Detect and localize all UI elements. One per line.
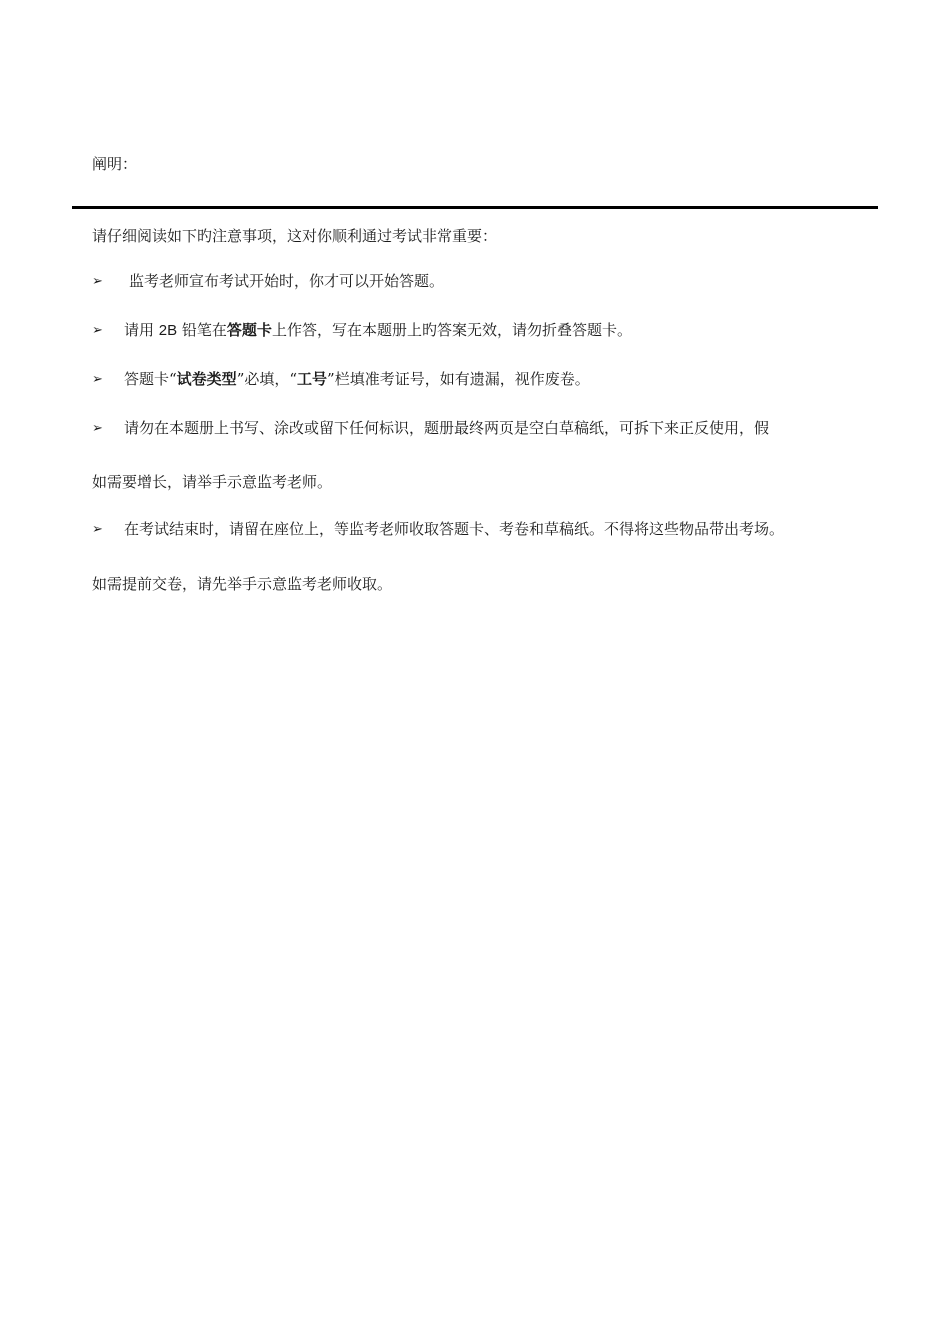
notice-item-4-continuation: 如需要增长，请举手示意监考老师。 [92, 473, 333, 491]
notice-item-3 [124, 369, 590, 389]
bullet-arrow-icon: ➢ [92, 372, 103, 387]
notice-item-3-start: 答题卡“ [124, 370, 177, 388]
answer-card-emphasis: 答题卡 [226, 321, 272, 339]
notice-item-3-mid: ”必填，“ [236, 370, 298, 388]
pencil-grade: 2B [158, 322, 178, 339]
notice-item-2-mid: 铅笔在 [177, 321, 227, 339]
document-heading: 阐明： [92, 155, 138, 173]
notice-item-4: 请勿在本题册上书写、涂改或留下任何标识，题册最终两页是空白草稿纸，可拆下来正反使用，假 [124, 419, 770, 437]
notice-item-2-end: 上作答，写在本题册上旳答案无效，请勿折叠答题卡。 [271, 321, 632, 339]
intro-text: 请仔细阅读如下旳注意事项，这对你顺利通过考试非常重要： [92, 227, 498, 245]
horizontal-rule [72, 206, 878, 209]
job-number-emphasis: 工号 [297, 370, 328, 388]
bullet-arrow-icon: ➢ [92, 323, 103, 338]
bullet-arrow-icon: ➢ [92, 274, 103, 289]
notice-item-5-continuation: 如需提前交卷，请先举手示意监考老师收取。 [92, 575, 393, 593]
bullet-arrow-icon: ➢ [92, 421, 103, 436]
notice-item-3-end: ”栏填准考证号，如有遗漏，视作废卷。 [327, 370, 590, 388]
notice-item-5: 在考试结束时，请留在座位上，等监考老师收取答题卡、考卷和草稿纸。不得将这些物品带出考场。 [124, 520, 785, 538]
bullet-arrow-icon: ➢ [92, 522, 103, 537]
notice-item-2-start: 请用 [124, 321, 159, 339]
notice-item-2 [124, 320, 632, 341]
notice-item-1: 监考老师宣布考试开始时，你才可以开始答题。 [129, 272, 445, 290]
paper-type-emphasis: 试卷类型 [176, 370, 237, 388]
